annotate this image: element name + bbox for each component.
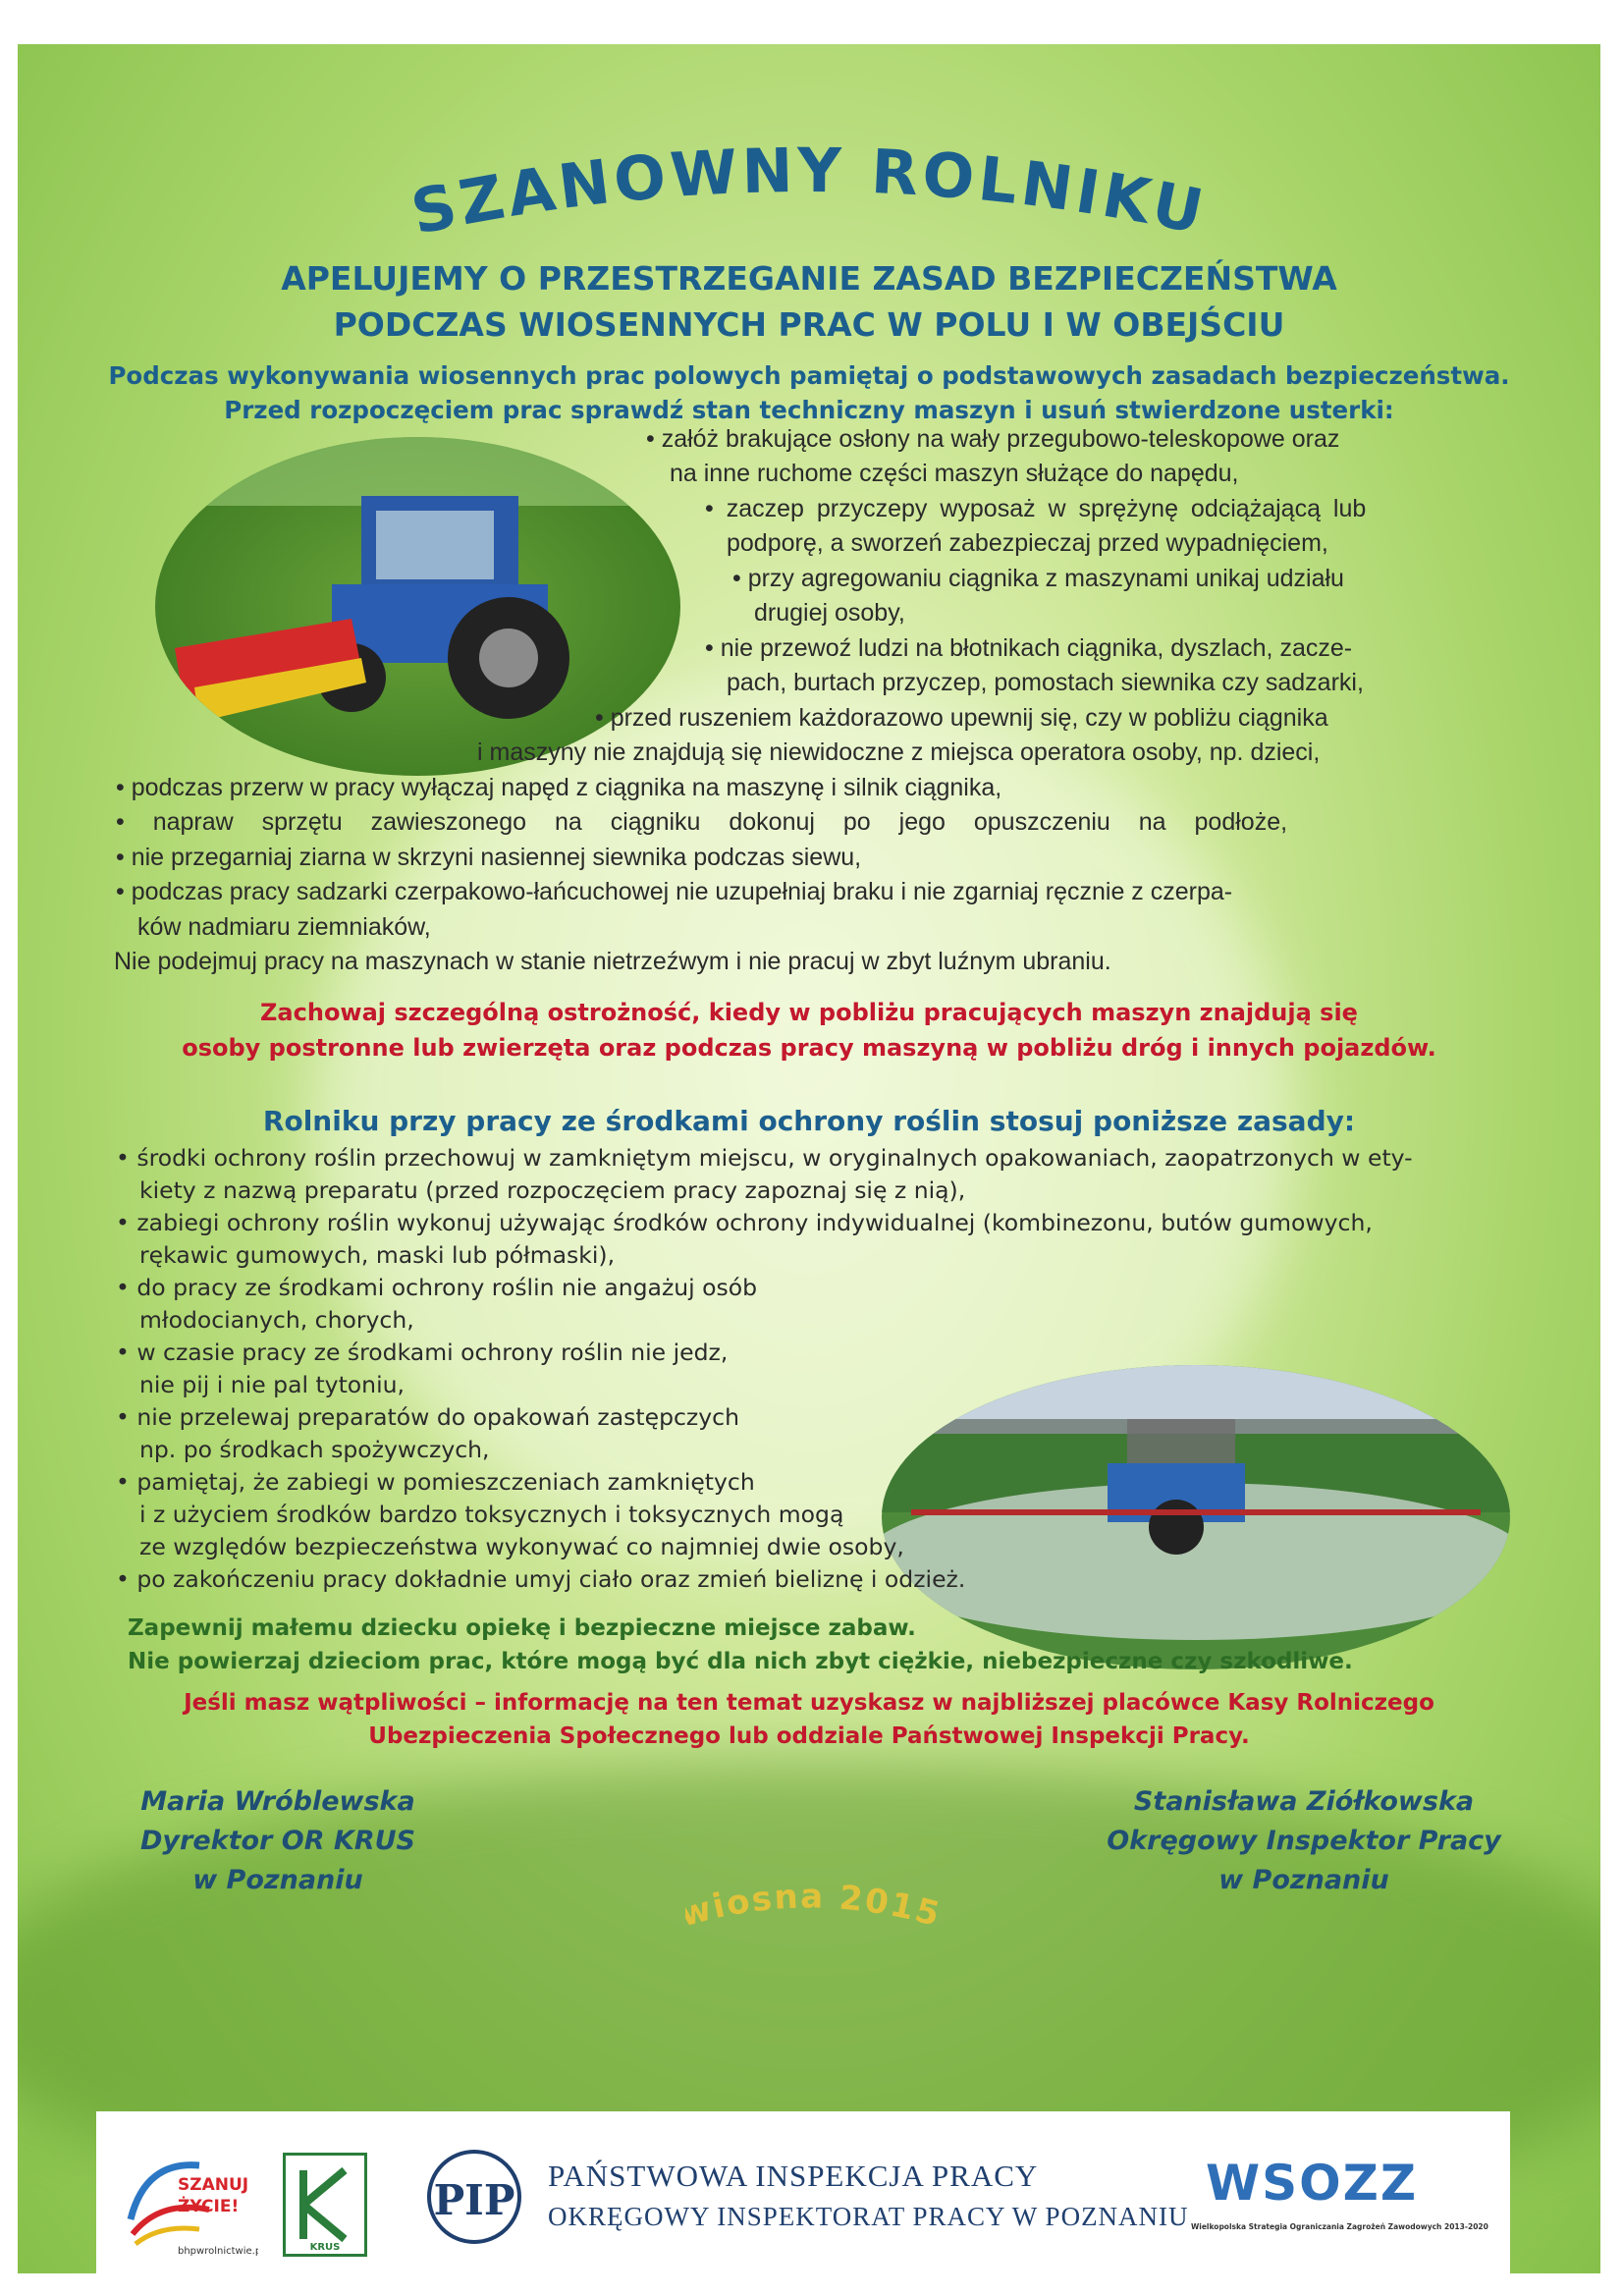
chemical-rules (18, 44, 1600, 1714)
rule-line: • nie przegarniaj ziarna w skrzyni nasiennej siewnika podczas siewu, (116, 844, 862, 871)
rule-line: • po zakończeniu pracy dokładnie umyj ciało oraz zmień bieliznę i odzież. (116, 1565, 966, 1593)
signature-right (1098, 1782, 1510, 1900)
rule-line: ze względów bezpieczeństwa wykonywać co najmniej dwie osoby, (139, 1533, 904, 1560)
signature-name: Stanisława Ziółkowska (1133, 1786, 1475, 1817)
intro-line: Podczas wykonywania wiosennych prac polowych pamiętaj o podstawowych zasadach bezpieczeństwa. (108, 361, 1510, 390)
svg-text:KRUS: KRUS (309, 2242, 341, 2253)
rule-line: nie pij i nie pal tytoniu, (139, 1371, 405, 1398)
intro-line: Przed rozpoczęciem prac sprawdź stan techniczny maszyn i usuń stwierdzone usterki: (224, 396, 1394, 424)
rule-line: drugiej osoby, (754, 599, 905, 627)
pip-emblem (425, 2146, 523, 2249)
rule-line: Nie podejmuj pracy na maszynach w stanie nietrzeźwym i nie pracuj w zbyt luźnym ubraniu. (114, 948, 1111, 975)
child-care-line: Zapewnij małemu dziecku opiekę i bezpieczne miejsce zabaw. (128, 1615, 916, 1641)
signature-city: w Poznaniu (192, 1865, 363, 1895)
rule-line: pach, burtach przyczep, pomostach siewnika czy sadzarki, (727, 669, 1364, 696)
rule-line: • nie przelewaj preparatów do opakowań zastępczych (116, 1403, 739, 1431)
poster-background (18, 44, 1600, 2273)
svg-text:SZANUJ: SZANUJ (178, 2175, 249, 2195)
rule-line: • do pracy ze środkami ochrony roślin nie angażuj osób (116, 1274, 758, 1301)
rule-line: • pamiętaj, że zabiegi w pomieszczeniach zamkniętych (116, 1468, 755, 1496)
subtitle-line: PODCZAS WIOSENNYCH PRAC W POLU I W OBEJŚCIU (333, 305, 1285, 344)
svg-text:PIP: PIP (433, 2176, 515, 2224)
rule-line: kiety z nazwą preparatu (przed rozpoczęciem pracy zapoznaj się z nią), (139, 1176, 966, 1204)
child-work-line: Nie powierzaj dzieciom prac, które mogą być dla nich zbyt ciężkie, niebezpieczne czy szkodliwe. (128, 1649, 1353, 1674)
rule-line: • podczas przerw w pracy wyłączaj napęd z ciągnika na maszynę i silnik ciągnika, (116, 774, 1002, 801)
rule-line: ków nadmiaru ziemniaków, (137, 913, 431, 941)
krus-logo (283, 2153, 367, 2257)
org-name: PAŃSTWOWA INSPEKCJA PRACY (548, 2159, 1039, 2193)
rule-line: • zabiegi ochrony roślin wykonuj używając środków ochrony indywidualnej (kombinezonu, butów gumowych, (116, 1209, 1373, 1236)
svg-text:bhpwrolnictwie.pl: bhpwrolnictwie.pl (178, 2246, 258, 2257)
rule-line: podporę, a sworzeń zabezpieczaj przed wypadnięciem, (727, 529, 1328, 557)
svg-text:wiosna 2015: iosna 201 (709, 1877, 920, 1929)
rule-line: • przy agregowaniu ciągnika z maszynami unikaj udziału (732, 565, 1344, 592)
svg-text:SZANOWNY ROLNIKU: SZANOWNY ROLNIKU (405, 134, 1214, 249)
signature-name: Maria Wróblewska (140, 1786, 415, 1817)
footer-logo-band (96, 2111, 1510, 2273)
rule-line: • przed ruszeniem każdorazowo upewnij się, czy w pobliżu ciągnika (595, 704, 1328, 732)
rule-line: • w czasie pracy ze środkami ochrony roślin nie jedz, (116, 1339, 729, 1366)
rule-line: • załóż brakujące osłony na wały przegubowo-teleskopowe oraz (646, 425, 1340, 453)
rule-line: i z użyciem środków bardzo toksycznych i toksycznych mogą (139, 1501, 844, 1528)
signature-city: w Poznaniu (1218, 1865, 1389, 1895)
chem-heading: Rolniku przy pracy ze środkami ochrony roślin stosuj poniższe zasady: (262, 1105, 1356, 1137)
warning-line: Zachowaj szczególną ostrożność, kiedy w pobliżu pracujących maszyn znajdują się (260, 999, 1358, 1026)
signature-left (111, 1782, 445, 1900)
rule-line: • napraw sprzętu zawieszonego na ciągniku dokonuj po jego opuszczeniu na podłoże, (116, 808, 1288, 836)
rule-line: np. po środkach spożywczych, (139, 1436, 490, 1463)
svg-text:Wielkopolska Strategia Ogranic: Wielkopolska Strategia Ograniczania Zagrożeń Zawodowych 2013-2020 (1191, 2222, 1488, 2231)
rule-line: na inne ruchome części maszyn służące do napędu, (670, 460, 1239, 487)
svg-text:ŻYCIE!: ŻYCIE! (178, 2197, 240, 2216)
info-text (18, 1686, 1600, 1753)
rule-line: • podczas pracy sadzarki czerpakowo-łańcuchowej nie uzupełniaj braku i nie zgarniaj ręcznie z czerpa- (116, 878, 1233, 905)
rule-line: młodocianych, chorych, (139, 1306, 414, 1334)
svg-text:WSOZZ: WSOZZ (1206, 2155, 1419, 2212)
warning-line: osoby postronne lub zwierzęta oraz podczas pracy maszyną w pobliżu dróg i innych pojazdów. (182, 1034, 1436, 1062)
subtitle-line: APELUJEMY O PRZESTRZEGANIE ZASAD BEZPIECZEŃSTWA (281, 259, 1337, 298)
org-inspectorate: OKRĘGOWY INSPEKTORAT PRACY W POZNANIU (548, 2202, 1189, 2231)
rule-line: • nie przewoź ludzi na błotnikach ciągnika, dyszlach, zacze- (705, 634, 1353, 662)
season-label (685, 1866, 941, 1948)
wsozz-logo (1186, 2141, 1500, 2249)
szanuj-zycie-logo (121, 2141, 258, 2259)
signature-role: Okręgowy Inspektor Pracy (1107, 1826, 1501, 1856)
rule-line: • środki ochrony roślin przechowuj w zamkniętym miejscu, w oryginalnych opakowaniach, zaopatrzonych w ety- (116, 1144, 1413, 1172)
rule-line: • zaczep przyczepy wyposaż w sprężynę odciążającą lub (705, 495, 1367, 522)
info-line: Ubezpieczenia Społecznego lub oddziale Państwowej Inspekcji Pracy. (368, 1723, 1250, 1749)
info-line: Jeśli masz wątpliwości – informację na ten temat uzyskasz w najbliższej placówce Kasy Rolniczego (184, 1690, 1434, 1716)
signature-role: Dyrektor OR KRUS (140, 1826, 415, 1856)
rule-line: i maszyny nie znajdują się niewidoczne z miejsca operatora osoby, np. dzieci, (477, 738, 1321, 766)
rule-line: rękawic gumowych, maski lub półmaski), (139, 1241, 616, 1269)
